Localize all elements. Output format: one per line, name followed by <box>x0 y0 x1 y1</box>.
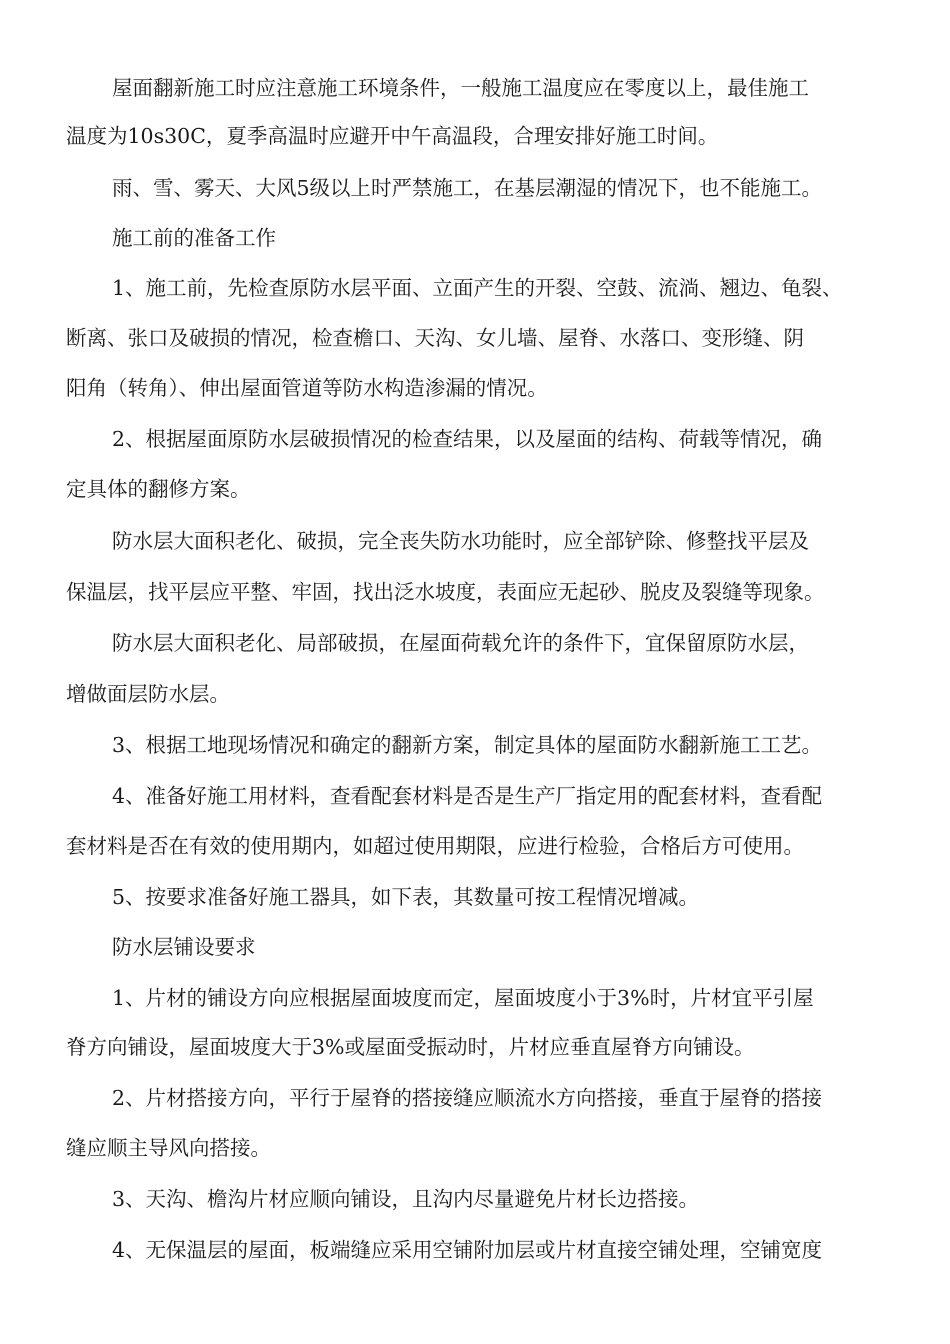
text-line: 阳角（转角）、伸出屋面管道等防水构造渗漏的情况。 <box>66 376 548 400</box>
text-line: 雨、雪、雾天、大风5级以上时严禁施工，在基层潮湿的情况下，也不能施工。 <box>112 176 823 200</box>
text-line: 定具体的翻修方案。 <box>66 477 251 501</box>
text-line: 保温层，找平层应平整、牢固，找出泛水坡度，表面应无起砂、脱皮及裂缝等现象。 <box>66 580 825 604</box>
text-line: 套材料是否在有效的使用期内，如超过使用期限，应进行检验，合格后方可使用。 <box>66 834 804 858</box>
text-line: 防水层大面积老化、破损，完全丧失防水功能时，应全部铲除、修整找平层及 <box>112 529 809 553</box>
text-line: 3、天沟、檐沟片材应顺向铺设，且沟内尽量避免片材长边搭接。 <box>112 1187 700 1211</box>
text-line: 2、根据屋面原防水层破损情况的检查结果，以及屋面的结构、荷载等情况，确 <box>112 427 823 451</box>
text-line: 1、片材的铺设方向应根据屋面坡度而定，屋面坡度小于3%时，片材宜平引屋 <box>112 986 814 1010</box>
text-line: 脊方向铺设，屋面坡度大于3%或屋面受振动时，片材应垂直屋脊方向铺设。 <box>66 1035 755 1059</box>
text-line: 2、片材搭接方向，平行于屋脊的搭接缝应顺流水方向搭接，垂直于屋脊的搭接 <box>112 1086 823 1110</box>
section-heading: 施工前的准备工作 <box>112 226 276 250</box>
section-heading: 防水层铺设要求 <box>112 935 256 959</box>
text-line: 4、无保温层的屋面，板端缝应采用空铺附加层或片材直接空铺处理，空铺宽度 <box>112 1238 823 1262</box>
text-line: 4、准备好施工用材料，查看配套材料是否是生产厂指定用的配套材料，查看配 <box>112 784 823 808</box>
text-line: 3、根据工地现场情况和确定的翻新方案，制定具体的屋面防水翻新施工工艺。 <box>112 733 823 757</box>
text-line: 断离、张口及破损的情况，检查檐口、天沟、女儿墙、屋脊、水落口、变形缝、阴 <box>66 326 804 350</box>
text-line: 防水层大面积老化、局部破损，在屋面荷载允许的条件下，宜保留原防水层， <box>112 631 809 655</box>
text-line: 1、施工前，先检查原防水层平面、立面产生的开裂、空鼓、流淌、翘边、龟裂、 <box>112 276 843 300</box>
text-line: 屋面翻新施工时应注意施工环境条件，一般施工温度应在零度以上，最佳施工 <box>112 76 809 100</box>
text-line: 温度为10s30C，夏季高温时应避开中午高温段，合理安排好施工时间。 <box>66 124 719 148</box>
text-line: 缝应顺主导风向搭接。 <box>66 1136 271 1160</box>
text-line: 增做面层防水层。 <box>66 682 230 706</box>
text-line: 5、按要求准备好施工器具，如下表，其数量可按工程情况增减。 <box>112 885 700 909</box>
